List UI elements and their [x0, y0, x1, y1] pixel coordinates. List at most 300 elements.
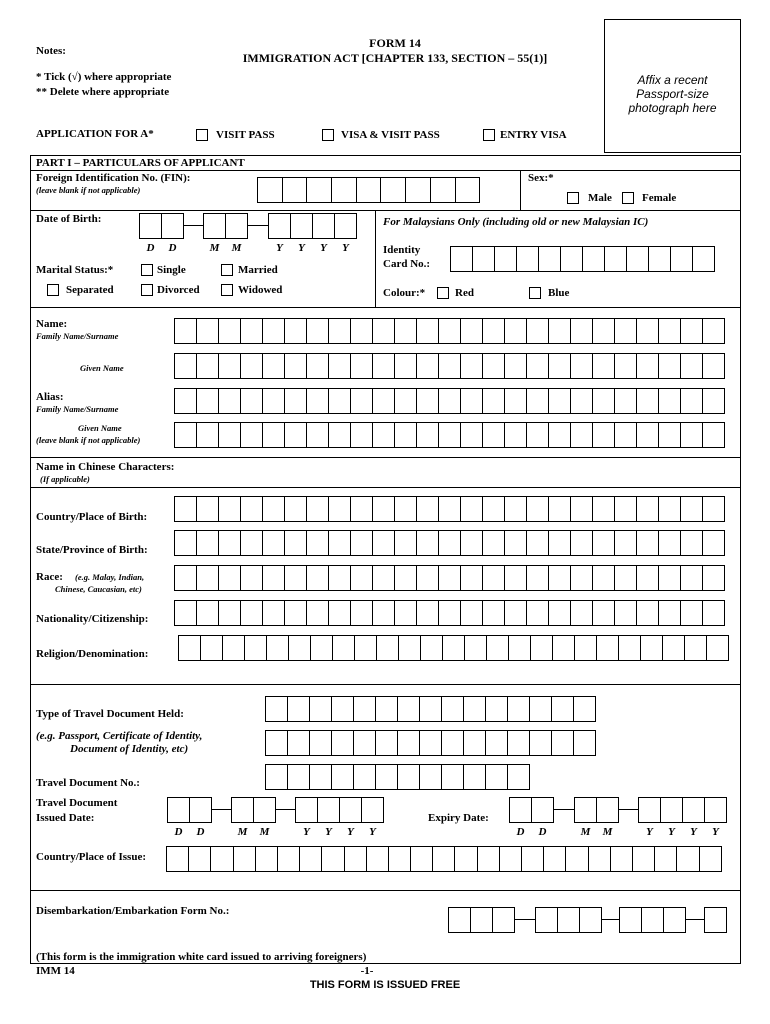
birth-country-char-box[interactable] [614, 496, 637, 522]
birth-country-char-box[interactable] [548, 496, 571, 522]
travel-doc-type-char-box[interactable] [397, 696, 420, 722]
alias-family-name-char-box[interactable] [394, 388, 417, 414]
race-char-box[interactable] [174, 565, 197, 591]
family-name-char-box[interactable] [702, 318, 725, 344]
nationality-char-box[interactable] [614, 600, 637, 626]
birth-country-char-box[interactable] [482, 496, 505, 522]
given-name-char-box[interactable] [284, 353, 307, 379]
month-digit-box[interactable] [225, 213, 248, 239]
issue-country-char-box[interactable] [299, 846, 322, 872]
alias-family-name-char-box[interactable] [438, 388, 461, 414]
family-name-char-box[interactable] [372, 318, 395, 344]
birth-country-char-box[interactable] [460, 496, 483, 522]
religion-char-box[interactable] [618, 635, 641, 661]
birth-country-char-box[interactable] [262, 496, 285, 522]
issue-country-char-box[interactable] [499, 846, 522, 872]
travel-doc-type-char-box[interactable] [287, 730, 310, 756]
ic-char-box[interactable] [494, 246, 517, 272]
ic-char-box[interactable] [604, 246, 627, 272]
alias-family-name-char-box[interactable] [658, 388, 681, 414]
birth-country-char-box[interactable] [372, 496, 395, 522]
travel-doc-type-char-box[interactable] [463, 696, 486, 722]
year-digit-box[interactable] [660, 797, 683, 823]
race-char-box[interactable] [372, 565, 395, 591]
nationality-char-box[interactable] [328, 600, 351, 626]
fin-char-box[interactable] [331, 177, 357, 203]
issue-country-char-box[interactable] [188, 846, 211, 872]
given-name-char-box[interactable] [240, 353, 263, 379]
family-name-char-box[interactable] [614, 318, 637, 344]
given-name-char-box[interactable] [548, 353, 571, 379]
given-name-char-box[interactable] [636, 353, 659, 379]
month-digit-box[interactable] [203, 213, 226, 239]
travel-doc-type-char-box[interactable] [331, 696, 354, 722]
family-name-char-box[interactable] [394, 318, 417, 344]
year-digit-box[interactable] [295, 797, 318, 823]
issue-country-input[interactable] [166, 846, 721, 872]
form-number-char-box[interactable] [641, 907, 664, 933]
birth-country-char-box[interactable] [592, 496, 615, 522]
nationality-char-box[interactable] [460, 600, 483, 626]
travel-doc-number-char-box[interactable] [507, 764, 530, 790]
ic-char-box[interactable] [450, 246, 473, 272]
day-digit-box[interactable] [509, 797, 532, 823]
year-digit-box[interactable] [317, 797, 340, 823]
ic-char-box[interactable] [516, 246, 539, 272]
nationality-char-box[interactable] [306, 600, 329, 626]
given-name-char-box[interactable] [614, 353, 637, 379]
alias-family-name-char-box[interactable] [702, 388, 725, 414]
ic-char-box[interactable] [670, 246, 693, 272]
family-name-char-box[interactable] [680, 318, 703, 344]
travel-doc-type-char-box[interactable] [529, 696, 552, 722]
alias-family-name-char-box[interactable] [460, 388, 483, 414]
race-char-box[interactable] [482, 565, 505, 591]
issue-country-char-box[interactable] [654, 846, 677, 872]
religion-char-box[interactable] [310, 635, 333, 661]
family-name-char-box[interactable] [306, 318, 329, 344]
travel-doc-number-char-box[interactable] [353, 764, 376, 790]
alias-given-name-char-box[interactable] [570, 422, 593, 448]
month-digit-box[interactable] [596, 797, 619, 823]
month-digit-box[interactable] [253, 797, 276, 823]
given-name-char-box[interactable] [702, 353, 725, 379]
nationality-char-box[interactable] [526, 600, 549, 626]
month-digit-box[interactable] [231, 797, 254, 823]
travel-doc-type-char-box[interactable] [419, 696, 442, 722]
ic-char-box[interactable] [472, 246, 495, 272]
religion-char-box[interactable] [288, 635, 311, 661]
birth-country-char-box[interactable] [284, 496, 307, 522]
nationality-char-box[interactable] [636, 600, 659, 626]
marital-separated-checkbox[interactable] [47, 284, 59, 296]
birth-state-char-box[interactable] [262, 530, 285, 556]
sex-female-checkbox[interactable] [622, 192, 634, 204]
race-char-box[interactable] [306, 565, 329, 591]
race-char-box[interactable] [416, 565, 439, 591]
form-number-char-box[interactable] [579, 907, 602, 933]
race-char-box[interactable] [284, 565, 307, 591]
given-name-char-box[interactable] [306, 353, 329, 379]
year-digit-box[interactable] [704, 797, 727, 823]
family-name-char-box[interactable] [438, 318, 461, 344]
issue-country-char-box[interactable] [388, 846, 411, 872]
religion-char-box[interactable] [640, 635, 663, 661]
year-digit-box[interactable] [339, 797, 362, 823]
birth-country-char-box[interactable] [702, 496, 725, 522]
nationality-char-box[interactable] [504, 600, 527, 626]
birth-state-char-box[interactable] [702, 530, 725, 556]
race-char-box[interactable] [526, 565, 549, 591]
nationality-char-box[interactable] [240, 600, 263, 626]
fin-char-box[interactable] [380, 177, 406, 203]
travel-doc-number-char-box[interactable] [419, 764, 442, 790]
family-name-input[interactable] [174, 318, 724, 344]
travel-doc-number-char-box[interactable] [331, 764, 354, 790]
family-name-char-box[interactable] [262, 318, 285, 344]
alias-given-name-char-box[interactable] [328, 422, 351, 448]
alias-family-name-char-box[interactable] [218, 388, 241, 414]
nationality-char-box[interactable] [174, 600, 197, 626]
birth-country-char-box[interactable] [438, 496, 461, 522]
given-name-char-box[interactable] [504, 353, 527, 379]
religion-char-box[interactable] [178, 635, 201, 661]
alias-given-name-char-box[interactable] [614, 422, 637, 448]
given-name-char-box[interactable] [394, 353, 417, 379]
nationality-char-box[interactable] [262, 600, 285, 626]
ic-char-box[interactable] [560, 246, 583, 272]
alias-given-name-char-box[interactable] [548, 422, 571, 448]
race-char-box[interactable] [240, 565, 263, 591]
birth-state-char-box[interactable] [460, 530, 483, 556]
alias-family-name-char-box[interactable] [570, 388, 593, 414]
birth-country-char-box[interactable] [196, 496, 219, 522]
family-name-char-box[interactable] [196, 318, 219, 344]
travel-doc-type-char-box[interactable] [507, 696, 530, 722]
issue-country-char-box[interactable] [477, 846, 500, 872]
birth-state-char-box[interactable] [196, 530, 219, 556]
fin-char-box[interactable] [282, 177, 308, 203]
birth-state-char-box[interactable] [218, 530, 241, 556]
colour-red-checkbox[interactable] [437, 287, 449, 299]
fin-char-box[interactable] [306, 177, 332, 203]
ic-char-box[interactable] [538, 246, 561, 272]
travel-doc-type-char-box[interactable] [551, 696, 574, 722]
birth-country-char-box[interactable] [350, 496, 373, 522]
issue-country-char-box[interactable] [210, 846, 233, 872]
alias-given-name-char-box[interactable] [438, 422, 461, 448]
alias-family-name-input[interactable] [174, 388, 724, 414]
birth-country-char-box[interactable] [218, 496, 241, 522]
family-name-char-box[interactable] [416, 318, 439, 344]
fin-char-box[interactable] [455, 177, 481, 203]
race-char-box[interactable] [504, 565, 527, 591]
family-name-char-box[interactable] [174, 318, 197, 344]
travel-doc-type-char-box[interactable] [441, 696, 464, 722]
ic-number-input[interactable] [450, 246, 714, 272]
given-name-char-box[interactable] [328, 353, 351, 379]
travel-doc-type-char-box[interactable] [507, 730, 530, 756]
travel-doc-type-char-box[interactable] [375, 730, 398, 756]
issue-country-char-box[interactable] [255, 846, 278, 872]
alias-family-name-char-box[interactable] [262, 388, 285, 414]
birth-state-char-box[interactable] [482, 530, 505, 556]
birth-state-input[interactable] [174, 530, 724, 556]
alias-given-name-char-box[interactable] [592, 422, 615, 448]
alias-family-name-char-box[interactable] [416, 388, 439, 414]
alias-given-name-input[interactable] [174, 422, 724, 448]
form-number-char-box[interactable] [448, 907, 471, 933]
religion-char-box[interactable] [662, 635, 685, 661]
family-name-char-box[interactable] [240, 318, 263, 344]
given-name-char-box[interactable] [218, 353, 241, 379]
month-digit-box[interactable] [574, 797, 597, 823]
travel-doc-type-char-box[interactable] [331, 730, 354, 756]
race-char-box[interactable] [438, 565, 461, 591]
form-number-char-box[interactable] [663, 907, 686, 933]
family-name-char-box[interactable] [218, 318, 241, 344]
religion-char-box[interactable] [200, 635, 223, 661]
fin-char-box[interactable] [405, 177, 431, 203]
race-char-box[interactable] [636, 565, 659, 591]
year-digit-box[interactable] [312, 213, 335, 239]
alias-family-name-char-box[interactable] [504, 388, 527, 414]
family-name-char-box[interactable] [658, 318, 681, 344]
birth-state-char-box[interactable] [636, 530, 659, 556]
travel-doc-type-char-box[interactable] [287, 696, 310, 722]
race-char-box[interactable] [328, 565, 351, 591]
birth-state-char-box[interactable] [592, 530, 615, 556]
travel-doc-type-char-box[interactable] [573, 730, 596, 756]
alias-family-name-char-box[interactable] [548, 388, 571, 414]
fin-char-box[interactable] [430, 177, 456, 203]
alias-given-name-char-box[interactable] [372, 422, 395, 448]
alias-family-name-char-box[interactable] [174, 388, 197, 414]
visa-visit-pass-checkbox[interactable] [322, 129, 334, 141]
travel-doc-type-char-box[interactable] [265, 696, 288, 722]
year-digit-box[interactable] [334, 213, 357, 239]
nationality-char-box[interactable] [482, 600, 505, 626]
religion-char-box[interactable] [574, 635, 597, 661]
travel-doc-type-char-box[interactable] [573, 696, 596, 722]
alias-given-name-char-box[interactable] [306, 422, 329, 448]
issue-country-char-box[interactable] [676, 846, 699, 872]
birth-state-char-box[interactable] [504, 530, 527, 556]
travel-doc-number-input[interactable] [265, 764, 529, 790]
race-char-box[interactable] [592, 565, 615, 591]
issue-country-char-box[interactable] [521, 846, 544, 872]
religion-char-box[interactable] [222, 635, 245, 661]
given-name-char-box[interactable] [658, 353, 681, 379]
family-name-char-box[interactable] [328, 318, 351, 344]
alias-family-name-char-box[interactable] [526, 388, 549, 414]
travel-doc-number-char-box[interactable] [265, 764, 288, 790]
fin-input[interactable] [257, 177, 479, 203]
birth-country-char-box[interactable] [680, 496, 703, 522]
issue-country-char-box[interactable] [454, 846, 477, 872]
nationality-char-box[interactable] [680, 600, 703, 626]
birth-country-input[interactable] [174, 496, 724, 522]
travel-doc-type-char-box[interactable] [375, 696, 398, 722]
religion-char-box[interactable] [486, 635, 509, 661]
given-name-char-box[interactable] [592, 353, 615, 379]
given-name-char-box[interactable] [416, 353, 439, 379]
travel-doc-type-char-box[interactable] [353, 696, 376, 722]
travel-doc-number-char-box[interactable] [485, 764, 508, 790]
birth-country-char-box[interactable] [504, 496, 527, 522]
travel-doc-type-char-box[interactable] [441, 730, 464, 756]
alias-given-name-char-box[interactable] [284, 422, 307, 448]
alias-given-name-char-box[interactable] [262, 422, 285, 448]
travel-doc-type-char-box[interactable] [551, 730, 574, 756]
alias-family-name-char-box[interactable] [350, 388, 373, 414]
birth-state-char-box[interactable] [570, 530, 593, 556]
birth-state-char-box[interactable] [394, 530, 417, 556]
family-name-char-box[interactable] [482, 318, 505, 344]
race-char-box[interactable] [218, 565, 241, 591]
religion-char-box[interactable] [244, 635, 267, 661]
colour-blue-checkbox[interactable] [529, 287, 541, 299]
race-char-box[interactable] [614, 565, 637, 591]
travel-doc-type-char-box[interactable] [309, 696, 332, 722]
family-name-char-box[interactable] [548, 318, 571, 344]
nationality-char-box[interactable] [416, 600, 439, 626]
race-input[interactable] [174, 565, 724, 591]
alias-given-name-char-box[interactable] [218, 422, 241, 448]
birth-country-char-box[interactable] [394, 496, 417, 522]
entry-visa-checkbox[interactable] [483, 129, 495, 141]
alias-given-name-char-box[interactable] [416, 422, 439, 448]
birth-state-char-box[interactable] [306, 530, 329, 556]
alias-family-name-char-box[interactable] [306, 388, 329, 414]
issue-country-char-box[interactable] [432, 846, 455, 872]
birth-state-char-box[interactable] [372, 530, 395, 556]
form-number-char-box[interactable] [619, 907, 642, 933]
travel-doc-number-char-box[interactable] [463, 764, 486, 790]
day-digit-box[interactable] [161, 213, 184, 239]
fin-char-box[interactable] [257, 177, 283, 203]
religion-char-box[interactable] [354, 635, 377, 661]
family-name-char-box[interactable] [592, 318, 615, 344]
race-char-box[interactable] [548, 565, 571, 591]
birth-state-char-box[interactable] [240, 530, 263, 556]
day-digit-box[interactable] [189, 797, 212, 823]
religion-char-box[interactable] [706, 635, 729, 661]
fin-char-box[interactable] [356, 177, 382, 203]
religion-char-box[interactable] [376, 635, 399, 661]
alias-family-name-char-box[interactable] [592, 388, 615, 414]
ic-char-box[interactable] [648, 246, 671, 272]
race-char-box[interactable] [658, 565, 681, 591]
alias-given-name-char-box[interactable] [680, 422, 703, 448]
birth-country-char-box[interactable] [240, 496, 263, 522]
birth-country-char-box[interactable] [174, 496, 197, 522]
birth-state-char-box[interactable] [328, 530, 351, 556]
birth-country-char-box[interactable] [526, 496, 549, 522]
year-digit-box[interactable] [268, 213, 291, 239]
family-name-char-box[interactable] [350, 318, 373, 344]
sex-male-checkbox[interactable] [567, 192, 579, 204]
travel-doc-type-char-box[interactable] [485, 696, 508, 722]
race-char-box[interactable] [680, 565, 703, 591]
alias-given-name-char-box[interactable] [526, 422, 549, 448]
given-name-char-box[interactable] [482, 353, 505, 379]
travel-doc-type-char-box[interactable] [485, 730, 508, 756]
family-name-char-box[interactable] [636, 318, 659, 344]
travel-doc-type-char-box[interactable] [397, 730, 420, 756]
alias-given-name-char-box[interactable] [504, 422, 527, 448]
marital-divorced-checkbox[interactable] [141, 284, 153, 296]
nationality-char-box[interactable] [284, 600, 307, 626]
issue-country-char-box[interactable] [233, 846, 256, 872]
issue-country-char-box[interactable] [166, 846, 189, 872]
given-name-char-box[interactable] [570, 353, 593, 379]
alias-given-name-char-box[interactable] [482, 422, 505, 448]
year-digit-box[interactable] [682, 797, 705, 823]
race-char-box[interactable] [460, 565, 483, 591]
birth-state-char-box[interactable] [416, 530, 439, 556]
alias-family-name-char-box[interactable] [328, 388, 351, 414]
religion-char-box[interactable] [442, 635, 465, 661]
religion-char-box[interactable] [266, 635, 289, 661]
birth-state-char-box[interactable] [614, 530, 637, 556]
nationality-char-box[interactable] [350, 600, 373, 626]
alias-given-name-char-box[interactable] [196, 422, 219, 448]
nationality-char-box[interactable] [548, 600, 571, 626]
nationality-char-box[interactable] [196, 600, 219, 626]
alias-given-name-char-box[interactable] [702, 422, 725, 448]
birth-state-char-box[interactable] [680, 530, 703, 556]
birth-country-char-box[interactable] [416, 496, 439, 522]
race-char-box[interactable] [702, 565, 725, 591]
religion-char-box[interactable] [420, 635, 443, 661]
given-name-char-box[interactable] [438, 353, 461, 379]
nationality-char-box[interactable] [438, 600, 461, 626]
marital-single-checkbox[interactable] [141, 264, 153, 276]
race-char-box[interactable] [570, 565, 593, 591]
issue-country-char-box[interactable] [543, 846, 566, 872]
religion-char-box[interactable] [684, 635, 707, 661]
religion-char-box[interactable] [508, 635, 531, 661]
birth-state-char-box[interactable] [526, 530, 549, 556]
race-char-box[interactable] [262, 565, 285, 591]
alias-family-name-char-box[interactable] [614, 388, 637, 414]
issue-country-char-box[interactable] [344, 846, 367, 872]
religion-char-box[interactable] [332, 635, 355, 661]
nationality-char-box[interactable] [218, 600, 241, 626]
given-name-char-box[interactable] [262, 353, 285, 379]
alias-given-name-char-box[interactable] [350, 422, 373, 448]
issue-country-char-box[interactable] [588, 846, 611, 872]
family-name-char-box[interactable] [460, 318, 483, 344]
family-name-char-box[interactable] [284, 318, 307, 344]
alias-family-name-char-box[interactable] [240, 388, 263, 414]
alias-family-name-char-box[interactable] [680, 388, 703, 414]
race-char-box[interactable] [350, 565, 373, 591]
issue-country-char-box[interactable] [699, 846, 722, 872]
form-number-char-box[interactable] [557, 907, 580, 933]
travel-doc-number-char-box[interactable] [441, 764, 464, 790]
given-name-char-box[interactable] [350, 353, 373, 379]
travel-doc-number-char-box[interactable] [309, 764, 332, 790]
form-number-char-box[interactable] [535, 907, 558, 933]
issue-country-char-box[interactable] [610, 846, 633, 872]
alias-family-name-char-box[interactable] [482, 388, 505, 414]
race-char-box[interactable] [196, 565, 219, 591]
ic-char-box[interactable] [582, 246, 605, 272]
travel-doc-type-char-box[interactable] [353, 730, 376, 756]
nationality-char-box[interactable] [394, 600, 417, 626]
